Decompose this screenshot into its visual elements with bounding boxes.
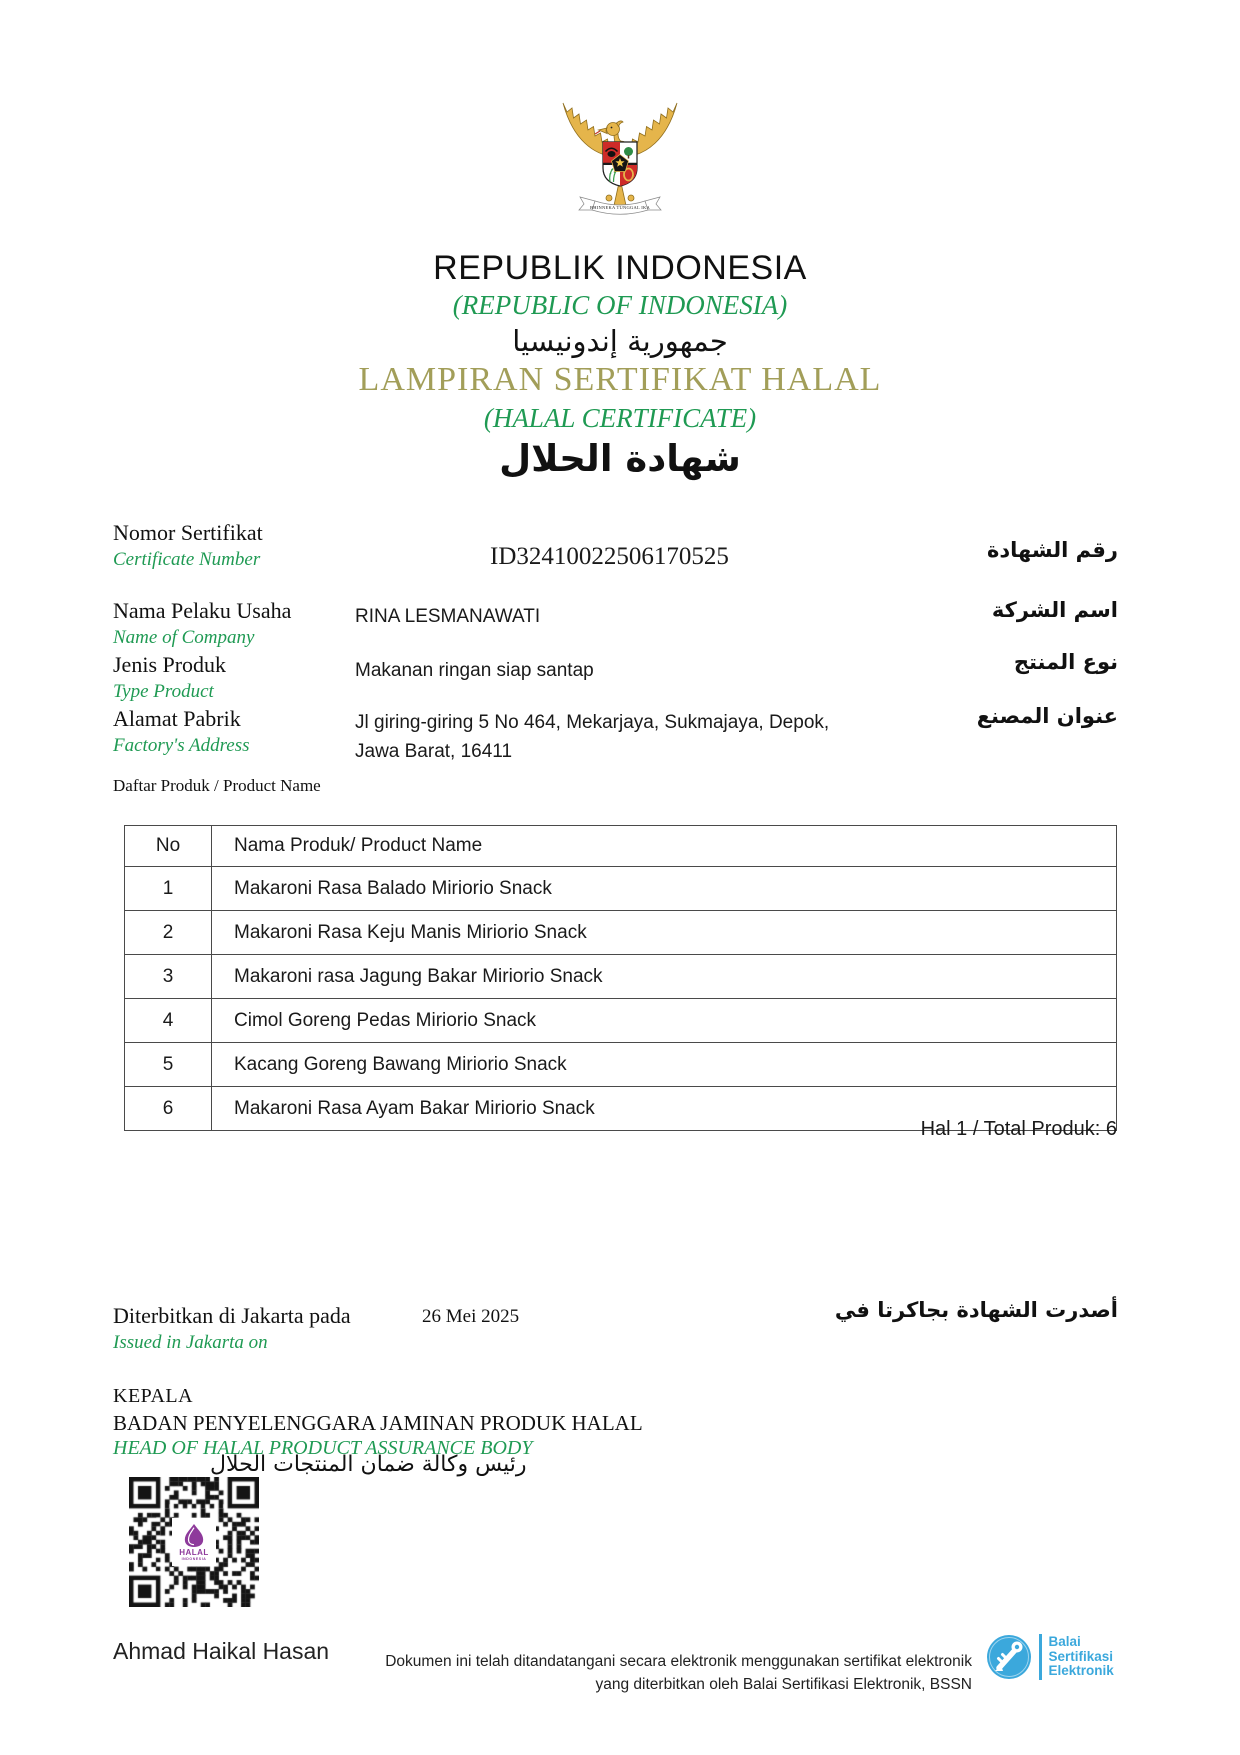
signatory-title-en: HEAD OF HALAL PRODUCT ASSURANCE BODY bbox=[113, 1437, 533, 1459]
certificate-number-value: ID32410022506170525 bbox=[490, 543, 729, 570]
label-type-product-en: Type Product bbox=[113, 681, 214, 702]
title-republik-indonesia: REPUBLIK INDONESIA bbox=[433, 249, 807, 287]
product-number-cell: 5 bbox=[125, 1043, 212, 1087]
document-title-block bbox=[0, 248, 1240, 482]
product-table-row bbox=[125, 955, 1117, 999]
product-number-cell: 2 bbox=[125, 911, 212, 955]
signatory-title-bpjph: BADAN PENYELENGGARA JAMINAN PRODUK HALAL bbox=[113, 1411, 643, 1435]
product-table-row bbox=[125, 911, 1117, 955]
product-table-header-row bbox=[125, 826, 1117, 867]
bsre-text-line-1: Balai bbox=[1048, 1634, 1081, 1650]
label-alamat-pabrik: Alamat Pabrik bbox=[113, 706, 241, 731]
label-factorys-address-en: Factory's Address bbox=[113, 735, 250, 756]
halal-indonesia-logo bbox=[172, 1518, 216, 1566]
subtitle-arabic: شهادة الحلال bbox=[499, 437, 741, 480]
signatory-title-kepala: KEPALA bbox=[113, 1385, 194, 1407]
issuance-label bbox=[113, 1303, 351, 1354]
product-name-cell: Kacang Goreng Bawang Miriorio Snack bbox=[212, 1043, 1117, 1087]
label-product-type-ar: نوع المنتج bbox=[1013, 650, 1118, 674]
product-name-cell: Makaroni Rasa Balado Miriorio Snack bbox=[212, 867, 1117, 911]
signatory-title-ar: رئيس وكالة ضمان المنتجات الحلال bbox=[210, 1452, 527, 1477]
garuda-pancasila-emblem bbox=[545, 78, 695, 238]
product-table-row bbox=[125, 999, 1117, 1043]
signatory-name: Ahmad Haikal Hasan bbox=[113, 1638, 330, 1664]
garuda-emblem-graphic bbox=[545, 78, 695, 238]
label-certificate-number-en: Certificate Number bbox=[113, 549, 261, 570]
bsre-text-line-3: Elektronik bbox=[1048, 1663, 1114, 1679]
disclaimer-line-2: yang diterbitkan oleh Balai Sertifikasi Elektronik, BSSN bbox=[595, 1676, 972, 1693]
emblem-motto: BHINNEKA TUNGGAL IKA bbox=[590, 205, 650, 210]
label-diterbitkan: Diterbitkan di Jakarta pada bbox=[113, 1303, 351, 1328]
product-table-row bbox=[125, 867, 1117, 911]
product-number-cell: 3 bbox=[125, 955, 212, 999]
label-nama-pelaku-usaha: Nama Pelaku Usaha bbox=[113, 598, 292, 623]
bsre-logo-block bbox=[986, 1634, 1114, 1680]
header-cell-no: No bbox=[125, 826, 212, 867]
subtitle-lampiran-sertifikat-halal: LAMPIRAN SERTIFIKAT HALAL bbox=[358, 361, 882, 398]
issuance-date: 26 Mei 2025 bbox=[422, 1306, 520, 1327]
title-republic-of-indonesia: (REPUBLIC OF INDONESIA) bbox=[452, 290, 788, 320]
label-issued-en: Issued in Jakarta on bbox=[113, 1332, 268, 1353]
halal-gunungan-icon bbox=[183, 1523, 205, 1548]
bsre-logo-divider bbox=[1039, 1634, 1042, 1680]
label-company-name-ar: اسم الشركة bbox=[991, 598, 1118, 622]
product-type-value: Makanan ringan siap santap bbox=[355, 660, 594, 681]
product-number-cell: 4 bbox=[125, 999, 212, 1043]
product-table-row bbox=[125, 1043, 1117, 1087]
label-factory-address-ar: عنوان المصنع bbox=[976, 704, 1118, 728]
label-name-of-company-en: Name of Company bbox=[113, 627, 255, 648]
electronic-signature-disclaimer bbox=[385, 1650, 972, 1696]
label-jenis-produk: Jenis Produk bbox=[113, 652, 227, 677]
factory-address-value: Jl giring-giring 5 No 464, Mekarjaya, Sukmajaya, Depok, Jawa Barat, 16411 bbox=[355, 712, 830, 762]
label-certificate-number-ar: رقم الشهادة bbox=[987, 538, 1118, 562]
subtitle-halal-certificate: (HALAL CERTIFICATE) bbox=[483, 403, 757, 433]
disclaimer-line-1: Dokumen ini telah ditandatangani secara elektronik menggunakan sertifikat elektronik bbox=[385, 1653, 972, 1670]
product-name-cell: Makaroni rasa Jagung Bakar Miriorio Snack bbox=[212, 955, 1117, 999]
field-factory-address-label bbox=[113, 706, 250, 757]
issuance-label-ar: أصدرت الشهادة بجاكرتا في bbox=[834, 1298, 1118, 1322]
halal-logo-subtext: INDONESIA bbox=[181, 1556, 207, 1561]
bsre-key-icon bbox=[986, 1634, 1032, 1680]
field-company-name-label bbox=[113, 598, 291, 649]
field-certificate-number-label bbox=[113, 520, 263, 571]
product-name-cell: Makaroni Rasa Keju Manis Miriorio Snack bbox=[212, 911, 1117, 955]
bsre-logo-text bbox=[1049, 1635, 1114, 1679]
field-product-type-label bbox=[113, 652, 226, 703]
halal-logo-text: HALAL bbox=[179, 1547, 209, 1557]
pagination-total-products: Hal 1 / Total Produk: 6 bbox=[920, 1118, 1117, 1140]
bsre-text-line-2: Sertifikasi bbox=[1048, 1648, 1114, 1664]
product-name-cell: Cimol Goreng Pedas Miriorio Snack bbox=[212, 999, 1117, 1043]
title-arabic: جمهورية إندونيسيا bbox=[512, 324, 728, 358]
product-name-cell: Makaroni Rasa Ayam Bakar Miriorio Snack bbox=[212, 1087, 1117, 1131]
product-table bbox=[124, 825, 1117, 1131]
header-cell-product-name: Nama Produk/ Product Name bbox=[212, 826, 1117, 867]
company-name-value: RINA LESMANAWATI bbox=[355, 606, 541, 627]
product-list-section-label: Daftar Produk / Product Name bbox=[113, 776, 321, 795]
product-number-cell: 6 bbox=[125, 1087, 212, 1131]
signature-qr-code bbox=[129, 1477, 259, 1607]
product-number-cell: 1 bbox=[125, 867, 212, 911]
label-nomor-sertifikat: Nomor Sertifikat bbox=[113, 520, 263, 545]
